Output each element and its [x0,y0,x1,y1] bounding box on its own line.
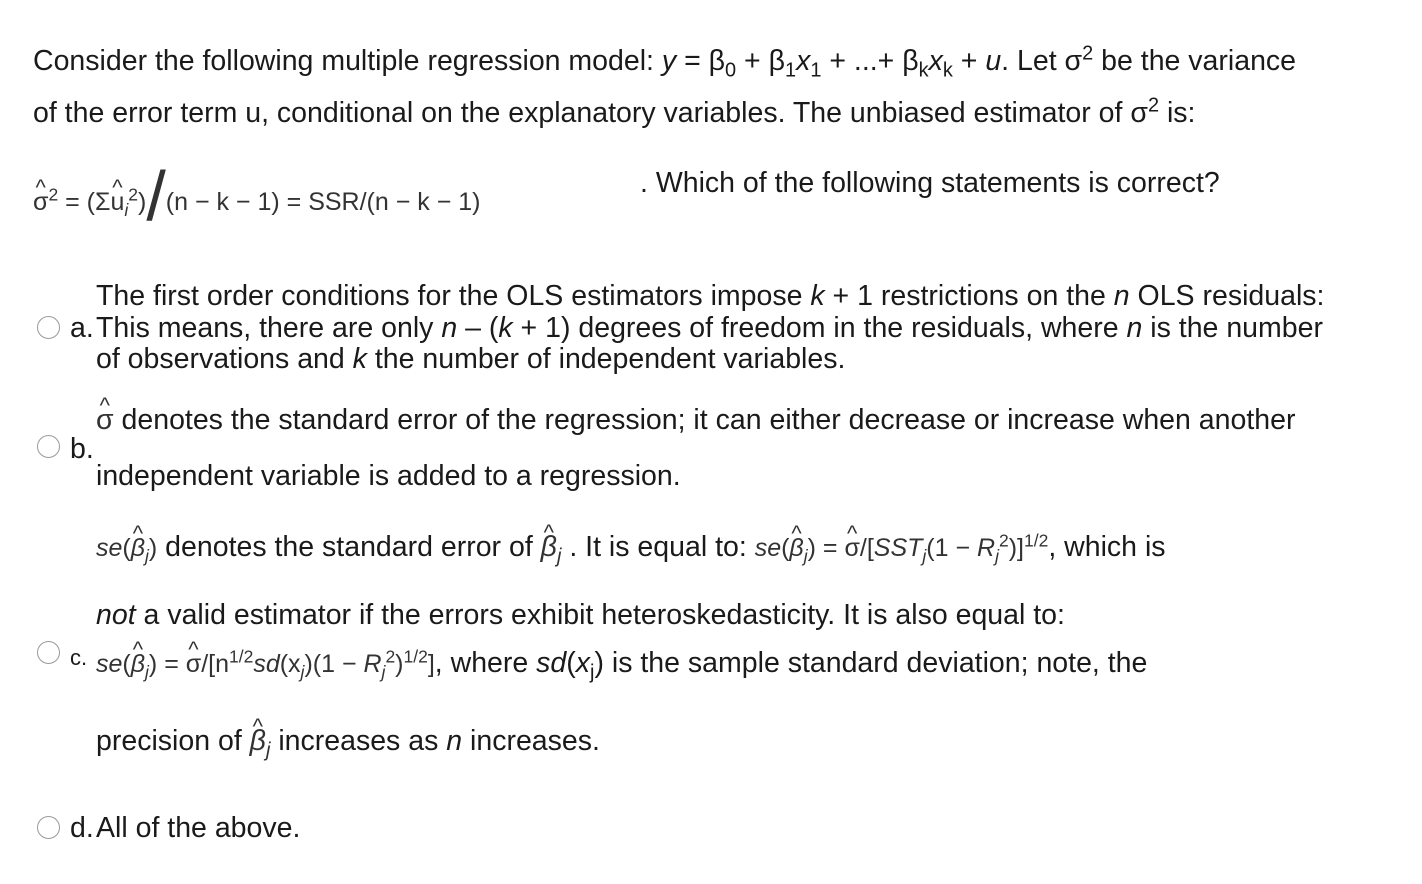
option-a-radio[interactable] [37,316,60,339]
option-a-line-2: This means, there are only n – (k + 1) degrees of freedom in the residuals, where n is the number [96,312,1323,344]
option-c-letter: c. [70,645,88,670]
option-d-radio[interactable] [37,816,60,839]
option-d-letter: d. [70,812,94,844]
option-c-line-4: precision of ^ $\beta_j$ increases as n increases. [96,724,600,758]
question-line-2: of the error term u, conditional on the explanatory variables. The unbiased estimator of $\sigma^2$ is: [33,94,1196,129]
option-b-line-1: ^ σ denotes the standard error of the regression; it can either decrease or increase when another [96,403,1295,437]
option-b-letter: b. [70,433,94,465]
sigma-estimator-formula: ^ $\sigma^2$ = (Σ^ $u_i^2)/(n - k - 1) = SSR/(n - k - 1)$ [33,166,481,219]
option-a-line-3: of observations and k the number of independent variables. [96,343,846,375]
option-c-radio[interactable] [37,641,60,664]
option-c-line-1: se(^ $\beta_j$) denotes the standard error of ^ $\beta_j$ . It is equal to: se(^ $\beta_j$) = ^ $\sigma/[SST_j(1 - R_j^2)]^{1/2}$, which is [96,530,1166,565]
question-line-3: . Which of the following statements is correct? [640,167,1220,199]
option-b-line-2: independent variable is added to a regression. [96,460,681,492]
option-d-text: All of the above. [96,812,301,844]
option-a-line-1: The first order conditions for the OLS estimators impose k + 1 restrictions on the n OLS residuals: [96,280,1325,312]
option-c-line-2: not a valid estimator if the errors exhibit heteroskedasticity. It is also equal to: [96,599,1065,631]
option-a-letter: a. [70,312,94,344]
option-b-radio[interactable] [37,435,60,458]
sigma-hat-symbol: ^ σ [96,403,114,437]
question-line-1: Consider the following multiple regression model: $y = \beta_0 + \beta_1x_1$ + ...+ $\beta_kx_k + u$. Let $\sigma^2$ be the variance [33,42,1297,82]
option-c-line-3: se(^ $\beta_j$) = ^ $\sigma/[n^{1/2}sd(x_j)(1 - R_j^2)^{1/2}]$, where $sd(x_j)$ is the sample standard deviation; note, the [96,646,1147,681]
